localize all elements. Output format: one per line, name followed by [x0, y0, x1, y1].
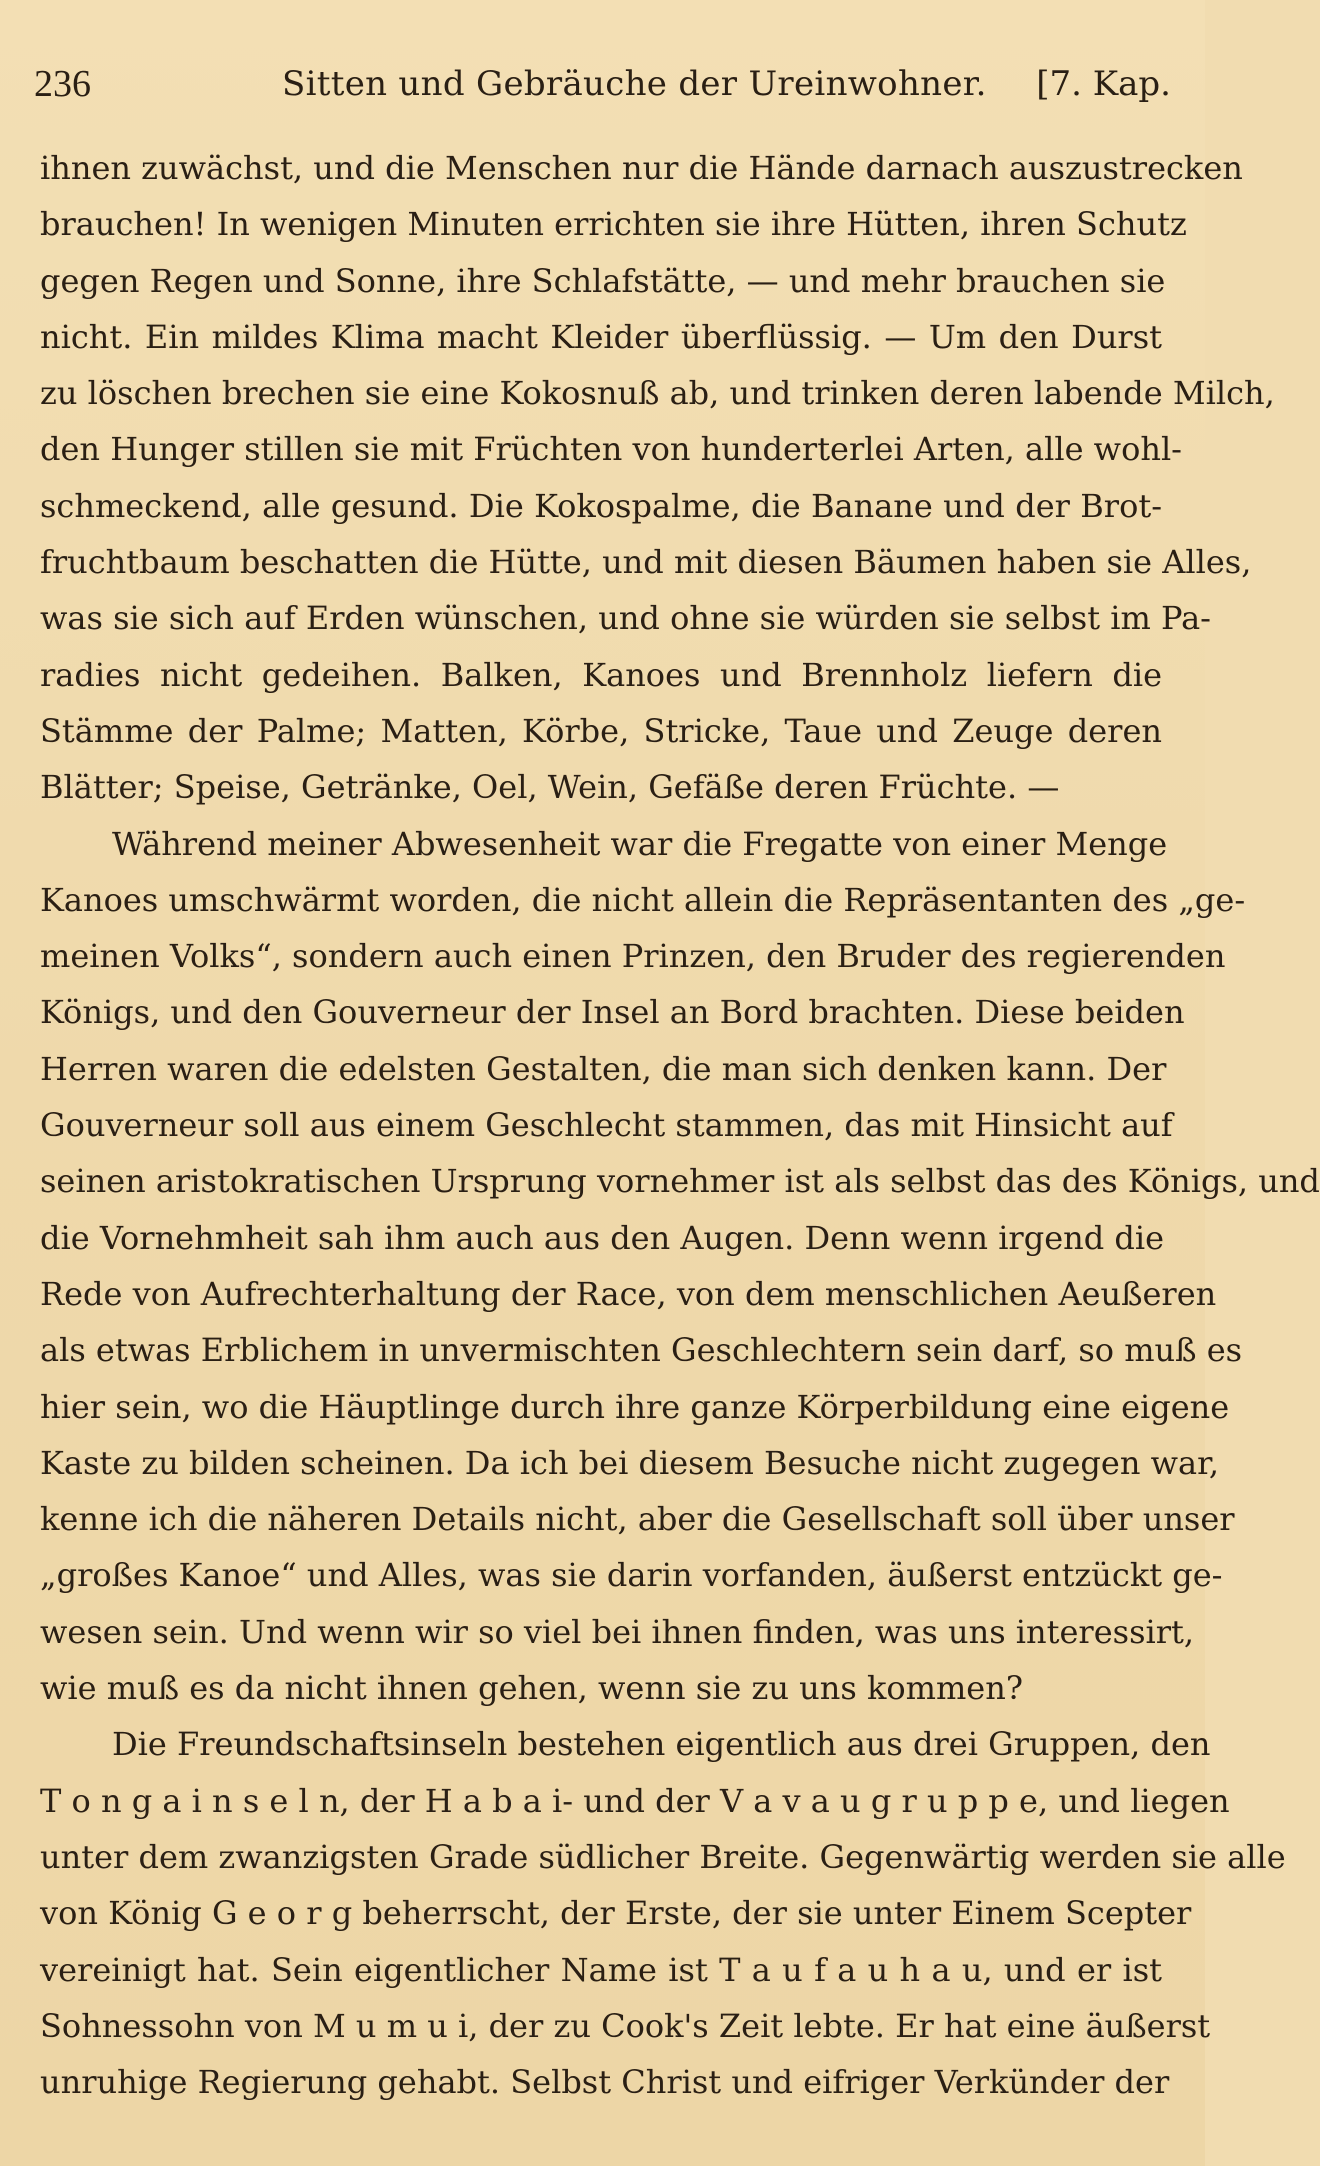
text-line: als etwas Erblichem in unvermischten Geschlechtern sein darf, so muß es	[40, 1331, 1243, 1370]
text-line: Gouverneur soll aus einem Geschlecht stammen, das mit Hinsicht auf	[40, 1106, 1173, 1145]
paragraph	[40, 1716, 1286, 2110]
text-line: unter dem zwanzigsten Grade südlicher Breite. Gegenwärtig werden sie alle	[40, 1837, 1286, 1876]
text-line: die Vornehmheit sah ihm auch aus den Augen. Denn wenn irgend die	[40, 1218, 1165, 1257]
text-line: Königs, und den Gouverneur der Insel an Bord brachten. Diese beiden	[40, 993, 1185, 1032]
text-line: Kanoes umschwärmt worden, die nicht allein die Repräsentanten des „ge-	[40, 880, 1246, 919]
text-line: unruhige Regierung gehabt. Selbst Christ und eifriger Verkünder der	[40, 2063, 1170, 2102]
text-line: Blätter; Speise, Getränke, Oel, Wein, Gefäße deren Früchte. —	[40, 768, 1060, 807]
text-line: Herren waren die edelsten Gestalten, die man sich denken kann. Der	[40, 1049, 1167, 1088]
text-line: Die Freundschaftsinseln bestehen eigentlich aus drei Gruppen, den	[112, 1725, 1211, 1764]
text-line: zu löschen brechen sie eine Kokosnuß ab, und trinken deren labende Milch,	[40, 374, 1275, 413]
text-line: Rede von Aufrechterhaltung der Race, von dem menschlichen Aeußeren	[40, 1274, 1217, 1313]
text-line: was sie sich auf Erden wünschen, und ohne sie würden sie selbst im Pa-	[40, 599, 1211, 638]
text-line: von König G e o r g beherrscht, der Erste, der sie unter Einem Scepter	[40, 1894, 1192, 1933]
text-line: Während meiner Abwesenheit war die Fregatte von einer Menge	[112, 824, 1168, 863]
text-line: den Hunger stillen sie mit Früchten von hunderterlei Arten, alle wohl-	[40, 430, 1182, 469]
paragraph	[40, 140, 1275, 816]
text-line: wesen sein. Und wenn wir so viel bei ihnen finden, was uns interessirt,	[40, 1612, 1195, 1651]
page-number: 236	[34, 63, 91, 105]
paragraph	[40, 816, 1320, 1717]
text-line: meinen Volks“, sondern auch einen Prinzen, den Bruder des regierenden	[40, 937, 1226, 976]
body-text	[40, 140, 1320, 2110]
text-line: hier sein, wo die Häuptlinge durch ihre ganze Körperbildung eine eigene	[40, 1387, 1230, 1426]
text-line: „großes Kanoe“ und Alles, was sie darin vorfanden, äußerst entzückt ge-	[40, 1556, 1223, 1595]
text-line: kenne ich die näheren Details nicht, aber die Gesellschaft soll über unser	[40, 1500, 1235, 1539]
text-line: Stämme der Palme; Matten, Körbe, Stricke, Taue und Zeuge deren	[40, 711, 1162, 750]
text-line: vereinigt hat. Sein eigentlicher Name ist T a u f a u h a u, und er ist	[40, 1950, 1162, 1989]
text-line: Sohnessohn von M u m u i, der zu Cook's Zeit lebte. Er hat eine äußerst	[40, 2006, 1211, 2045]
chapter-marker: [7. Kap.	[1036, 64, 1171, 104]
text-line: ihnen zuwächst, und die Menschen nur die Hände darnach auszustrecken	[40, 149, 1243, 187]
text-line: gegen Regen und Sonne, ihre Schlafstätte, — und mehr brauchen sie	[40, 261, 1166, 300]
text-line: nicht. Ein mildes Klima macht Kleider überflüssig. — Um den Durst	[40, 317, 1162, 356]
text-line: fruchtbaum beschatten die Hütte, und mit diesen Bäumen haben sie Alles,	[40, 543, 1252, 582]
text-line: T o n g a i n s e l n, der H a b a i- und der V a v a u g r u p p e, und liegen	[40, 1781, 1230, 1820]
text-line: schmeckend, alle gesund. Die Kokospalme, die Banane und der Brot-	[40, 486, 1162, 525]
text-line: wie muß es da nicht ihnen gehen, wenn sie zu uns kommen?	[40, 1669, 1023, 1708]
text-line: Kaste zu bilden scheinen. Da ich bei diesem Besuche nicht zugegen war,	[40, 1443, 1220, 1482]
text-line: radies nicht gedeihen. Balken, Kanoes und Brennholz liefern die	[40, 655, 1162, 694]
page-header	[34, 62, 1171, 112]
text-line: brauchen! In wenigen Minuten errichten sie ihre Hütten, ihren Schutz	[40, 205, 1187, 244]
text-line: seinen aristokratischen Ursprung vornehmer ist als selbst das des Königs, und	[40, 1162, 1320, 1201]
running-title: Sitten und Gebräuche der Ureinwohner.	[282, 64, 987, 104]
